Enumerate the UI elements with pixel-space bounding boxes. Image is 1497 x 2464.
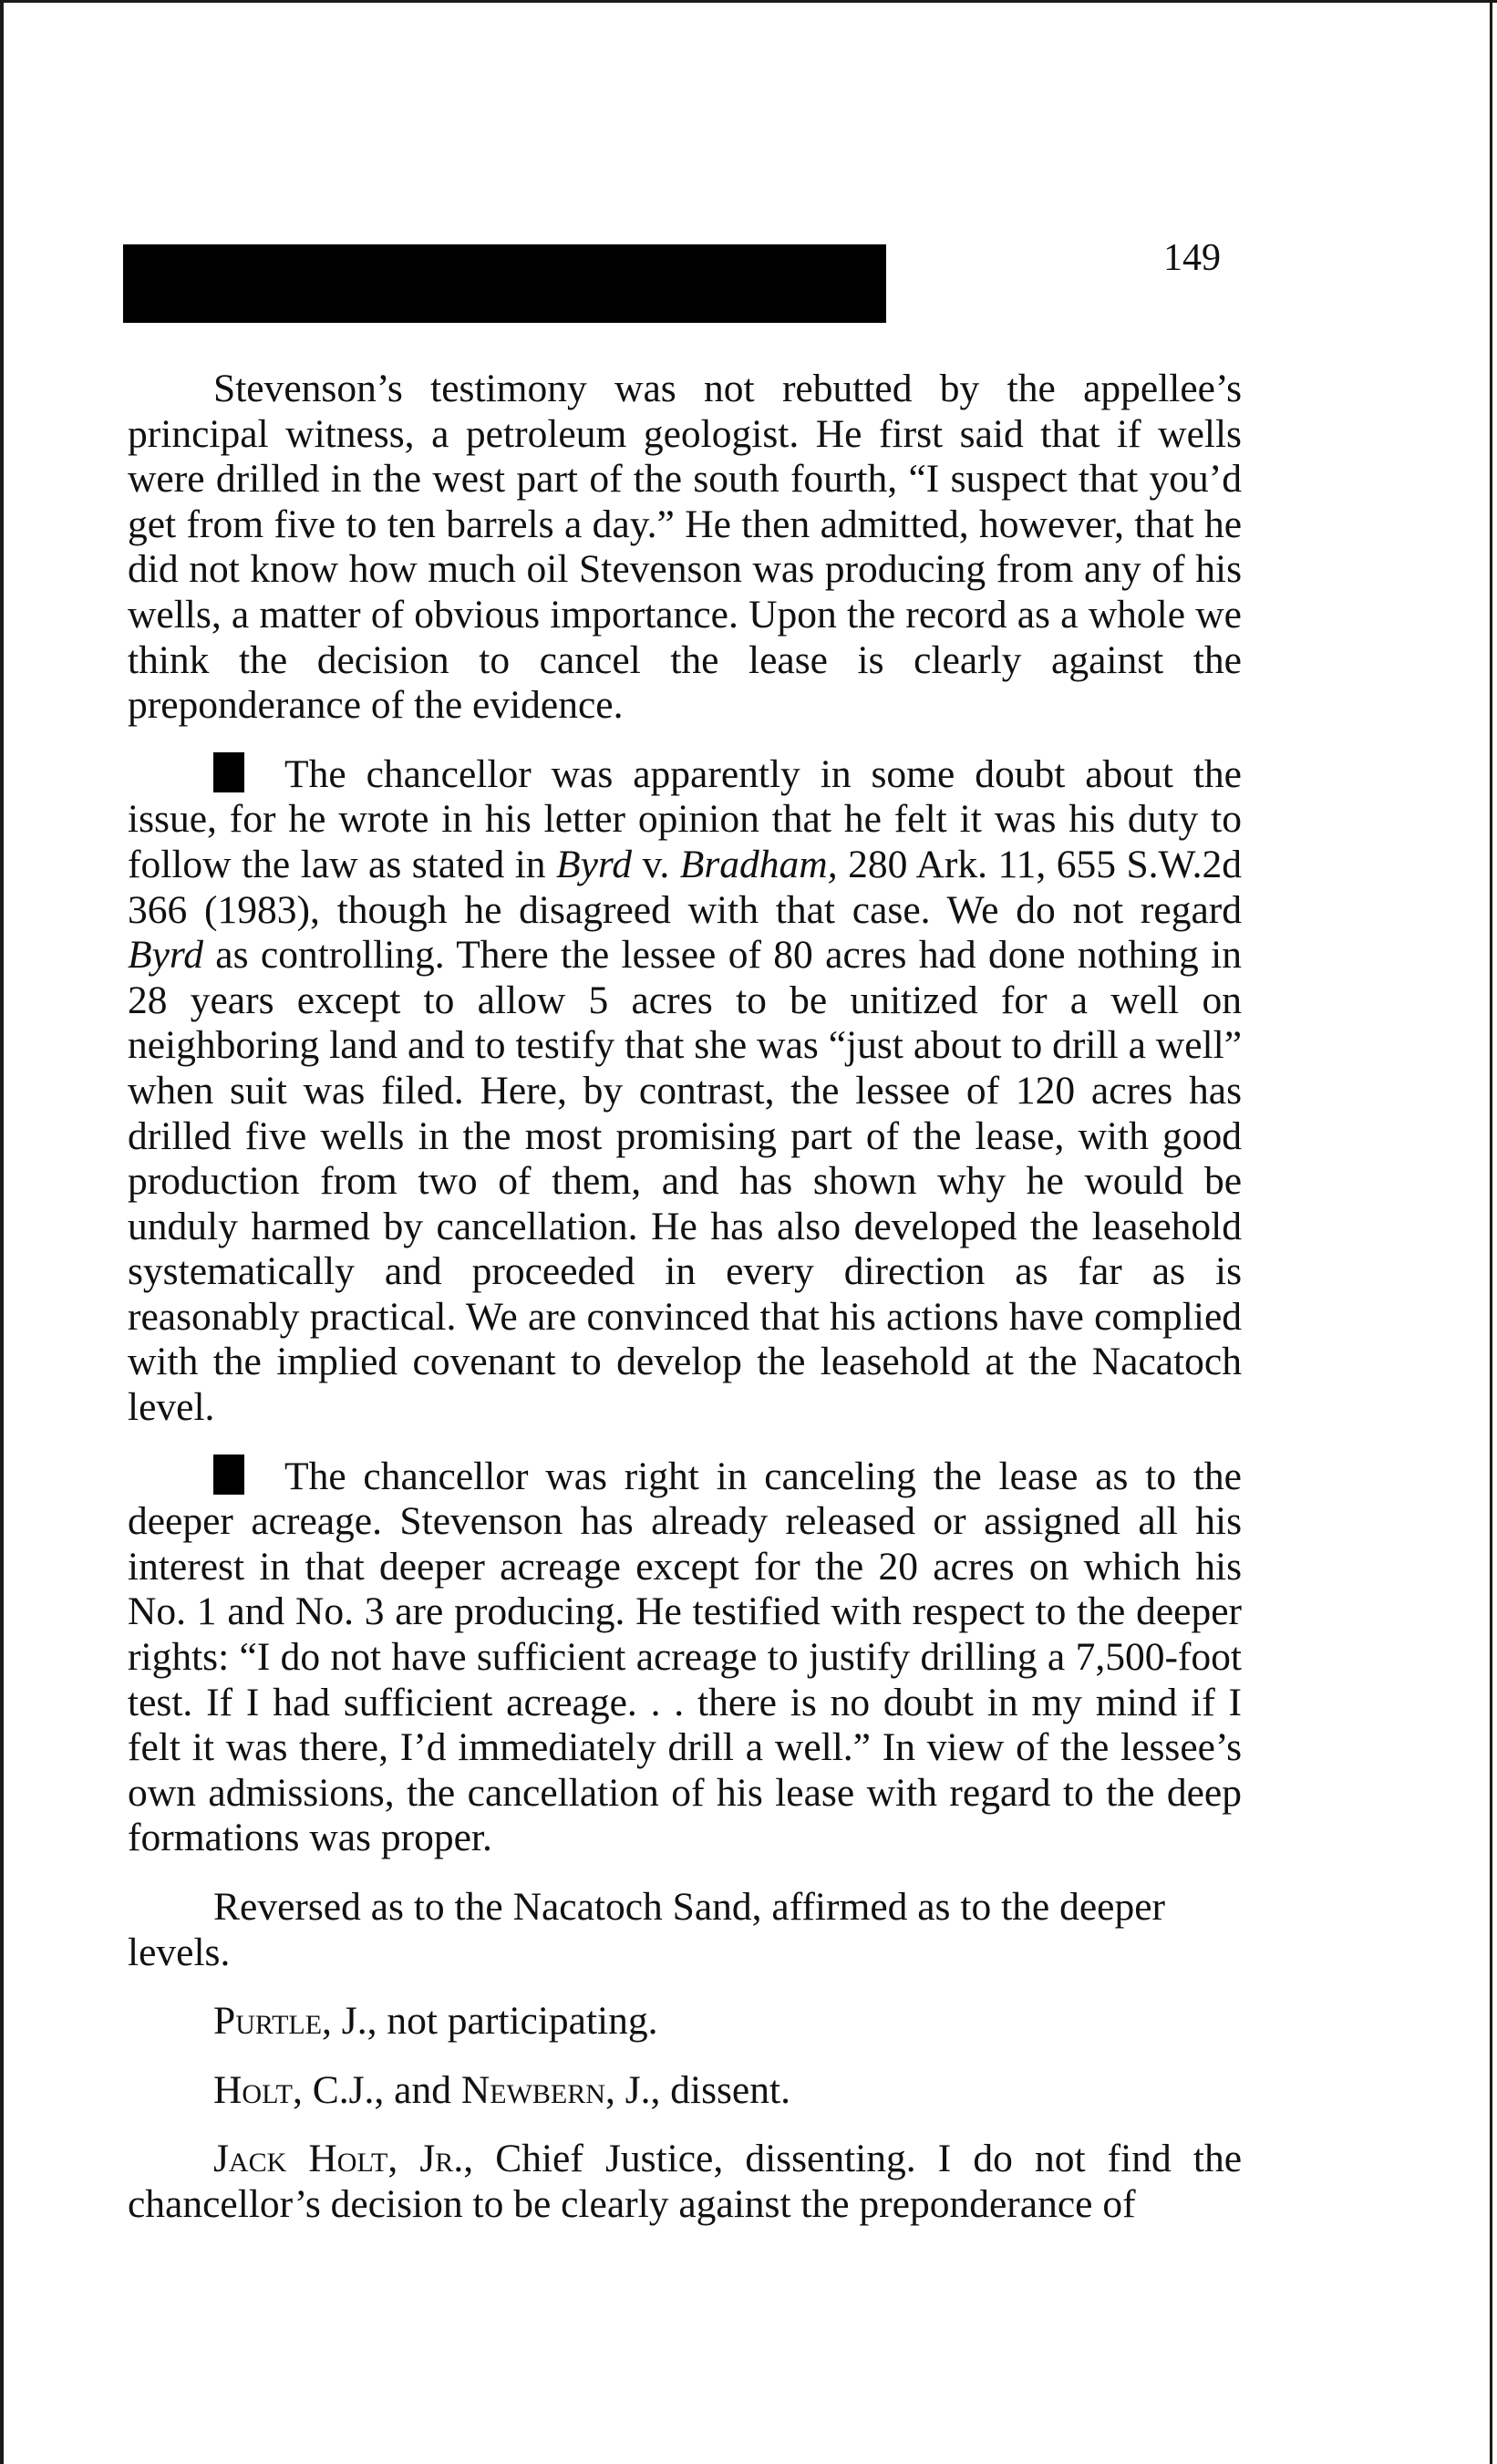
justice-name: Newbern — [460, 2067, 605, 2112]
paragraph-text: , Chief Justice, dissenting. I do not find the chancellor’s decision to be clearly against the preponderance of — [128, 2137, 1243, 2226]
page-border-right — [1490, 0, 1492, 2464]
paragraph-text: , — [387, 2137, 420, 2181]
paragraph-text: Stevenson’s testimony was not rebutted by the appellee’s principal witness, a petroleum geologist. He first said that if wells were drilled in the west part of the south fourth, “I suspect that you’d get from five to ten barrels a day.” He then admitted, however, that he did not know how much oil Stevenson was producing from any of his wells, a matter of obvious importance. Upon the record as a whole we think the decision to cancel the lease is clearly against the preponderance of the evidence. — [128, 367, 1242, 728]
paragraph-text: Reversed as to the Nacatoch Sand, affirmed as to the deeper levels. — [128, 1885, 1165, 1974]
redaction-marker — [213, 1455, 244, 1495]
paragraph-text: The chancellor was apparently in some doubt about the issue, for he wrote in his letter opinion that he felt it was his duty to follow the law as stated in — [128, 751, 1242, 886]
paragraph-text: The chancellor was right in canceling the lease as to the deeper acreage. Stevenson has already released or assigned all his interest in that deeper acreage except for the 20 acres on which his No. 1 and No. 3 are producing. He testified with respect to the deeper rights: “I do not have sufficient acreage to justify drilling a 7,500-foot test. If I had sufficient acreage. . . there is no doubt in my mind if I felt it was there, I’d immediately drill a well.” In view of the lessee’s own admissions, the cancellation of his lease with regard to the deep formations was proper. — [128, 1454, 1242, 1860]
paragraph-deeper-acreage — [128, 1455, 1242, 1861]
paragraph-text: , J., not participating. — [322, 1999, 658, 2044]
case-name: Byrd — [128, 933, 203, 978]
page-border-top — [0, 0, 1497, 3]
redacted-header-bar — [123, 244, 886, 323]
case-name: Bradham, — [679, 842, 838, 886]
opinion-body — [128, 367, 1242, 2252]
case-name: Byrd — [556, 842, 632, 886]
paragraph-testimony — [128, 367, 1242, 729]
paragraph-dissent — [128, 2137, 1242, 2227]
paragraph-text: 280 Ark. 11, 655 S.W.2d 366 (1983), though he disagreed with that case. We do not regard — [128, 842, 1242, 932]
page-border-left — [0, 0, 4, 2464]
paragraph-text: as controlling. There the lessee of 80 acres had done nothing in 28 years except to allow 5 acres to be unitized for a well on neighboring land and to testify that she was “just about to drill a well” when suit was filed. Here, by contrast, the lessee of 120 acres has drilled five wells in the most promising part of the lease, with good production from two of them, and has shown why he would be unduly harmed by cancellation. He has also developed the leasehold systematically and proceeded in every direction as far as is reasonably practical. We are convinced that his actions have complied with the implied covenant to develop the leasehold at the Nacatoch level. — [128, 933, 1242, 1430]
page-number: 149 — [1163, 237, 1221, 279]
redaction-marker — [213, 752, 244, 792]
paragraph-text: , C.J., and — [292, 2067, 461, 2112]
case-separator: v. — [632, 842, 680, 886]
justice-name: Purtle — [213, 1999, 323, 2044]
paragraph-not-participating — [128, 1999, 1242, 2045]
justice-name: Jack Holt — [213, 2137, 388, 2181]
paragraph-text: , J., dissent. — [604, 2067, 790, 2112]
paragraph-byrd-analysis — [128, 752, 1242, 1431]
justice-name: Holt — [213, 2067, 293, 2112]
justice-name: Jr. — [419, 2137, 464, 2181]
paragraph-disposition — [128, 1885, 1242, 1975]
paragraph-dissent-note — [128, 2068, 1242, 2114]
